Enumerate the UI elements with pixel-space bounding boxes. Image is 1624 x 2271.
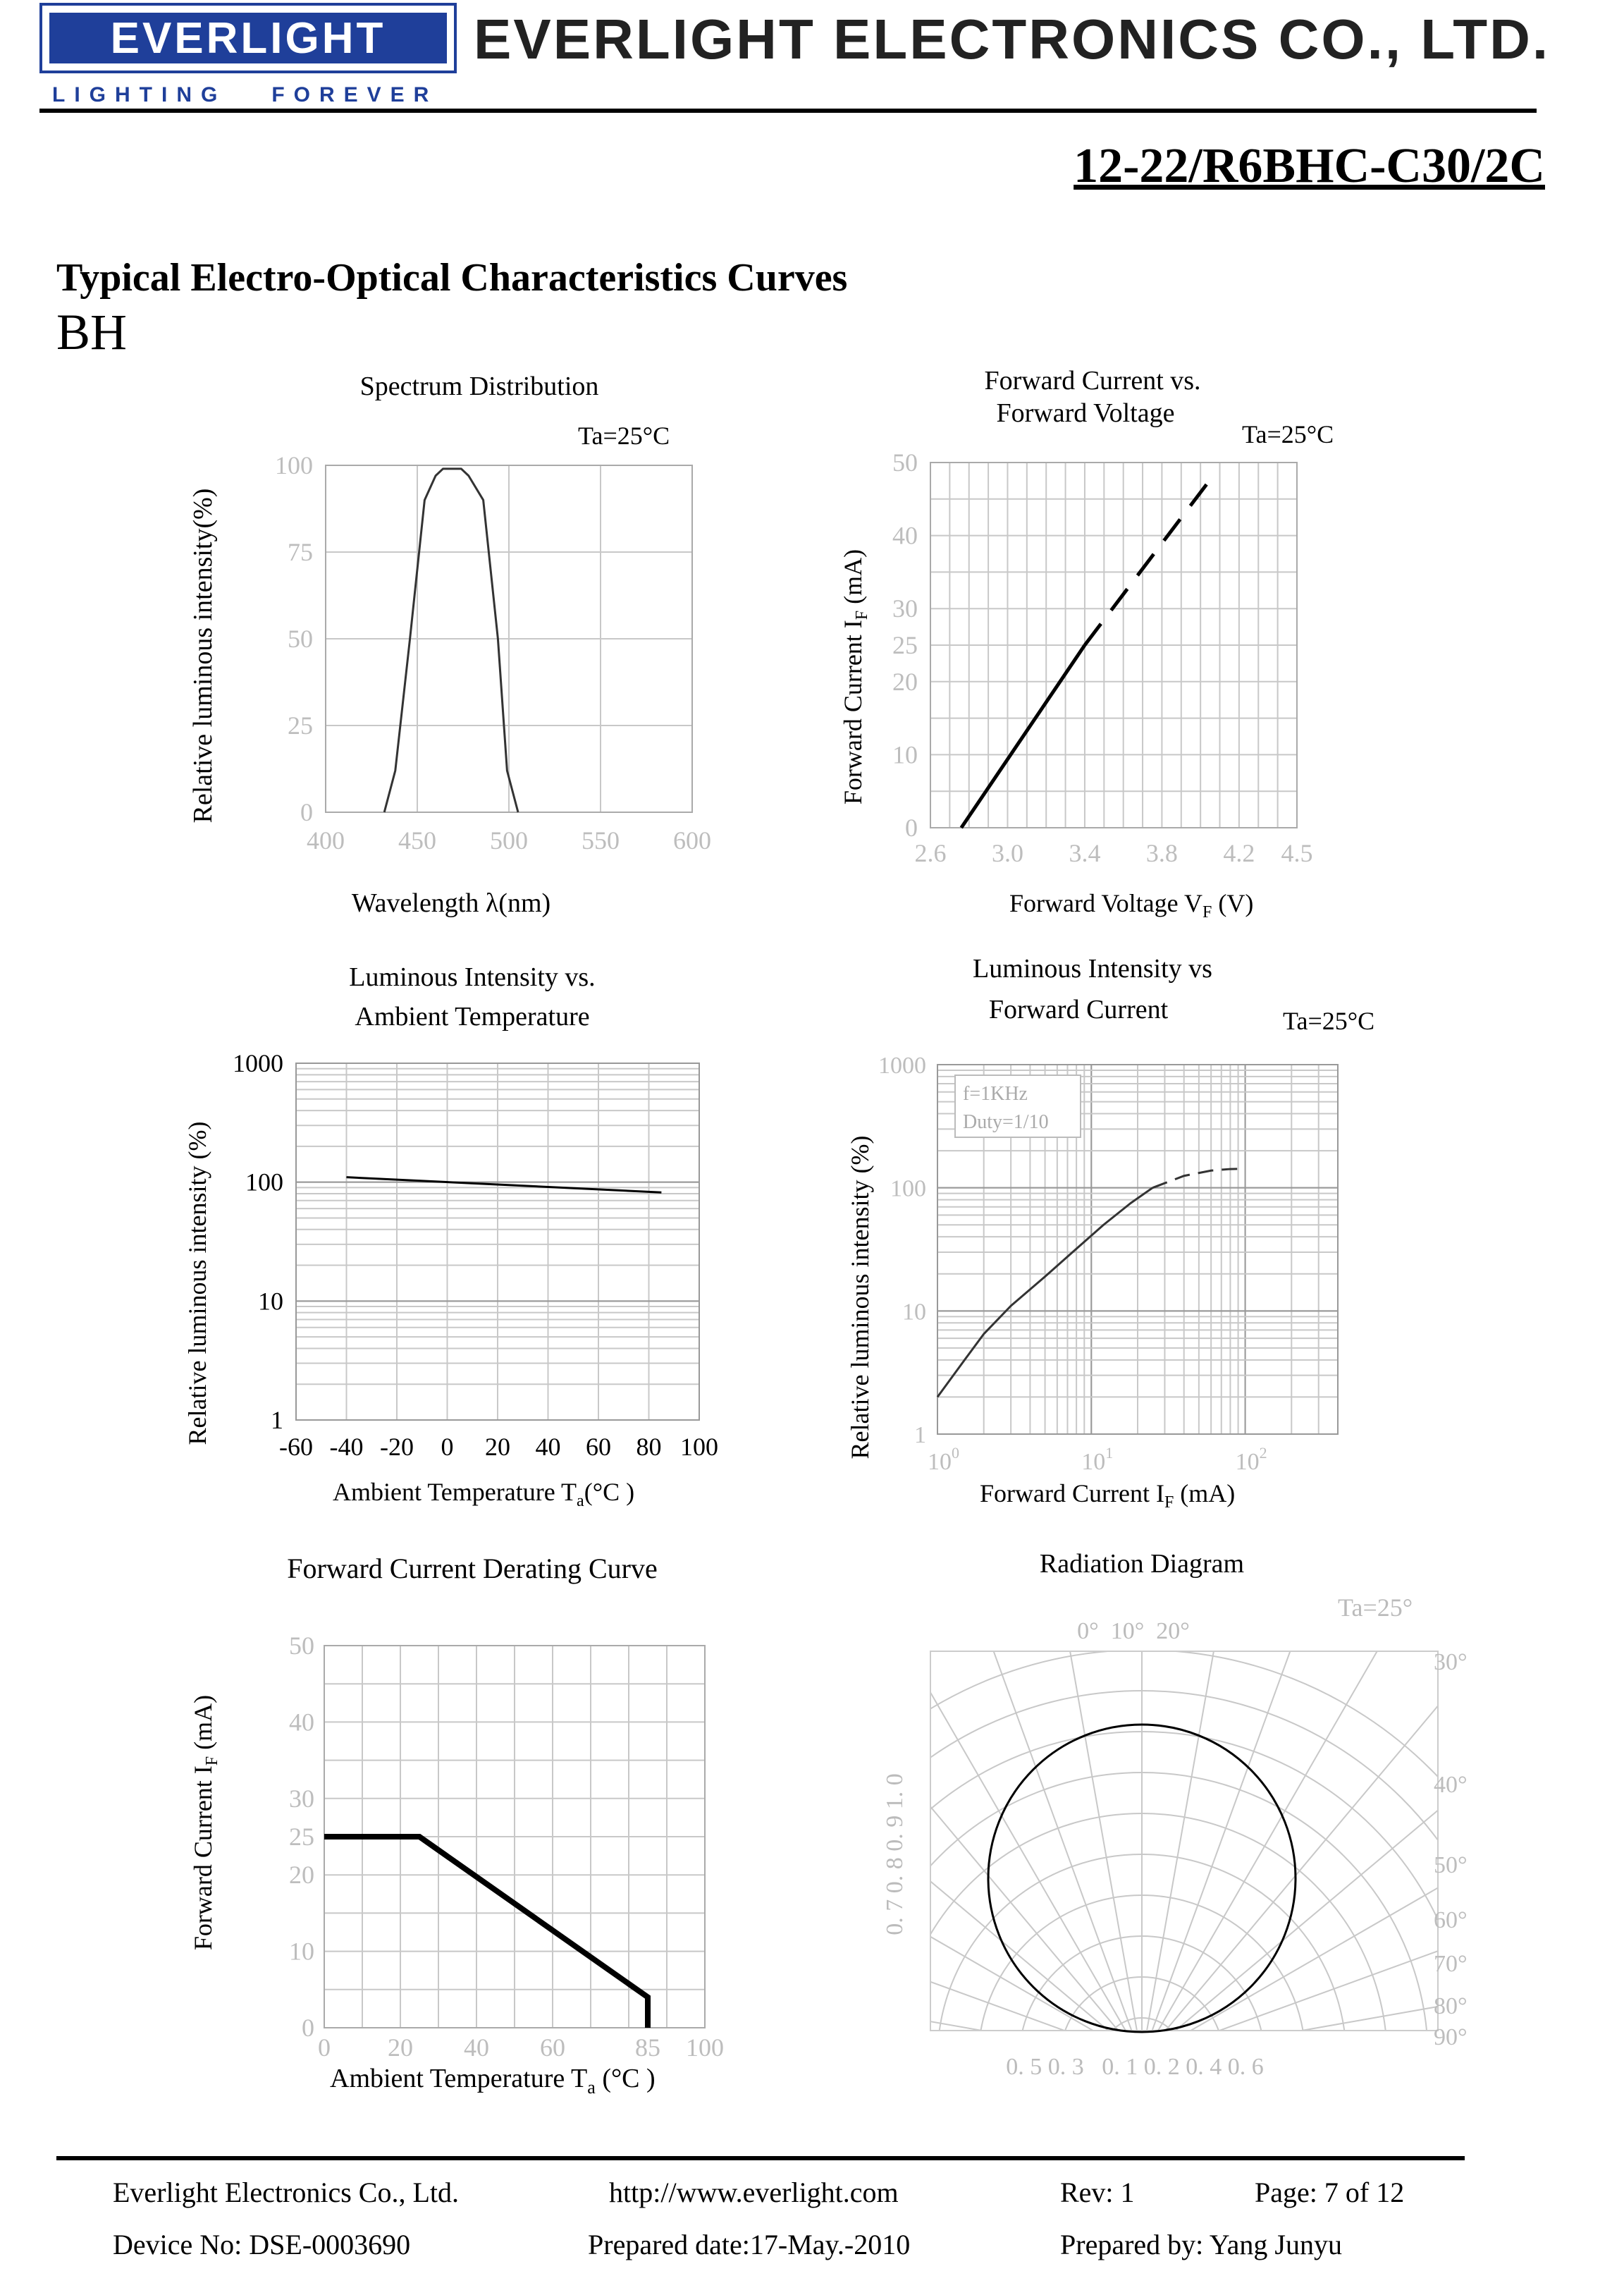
top-angle-labels: 0° 10° 20° [1077,1618,1190,1644]
x-tick-label: 80 [636,1433,662,1461]
footer-company: Everlight Electronics Co., Ltd. [113,2177,459,2208]
y-tick-label: 25 [289,1823,314,1851]
x-tick-label [1081,1444,1113,1475]
x-tick-label: 2.6 [914,839,947,867]
angle-label: 50° [1434,1852,1468,1878]
plot-grid [296,1063,699,1420]
x-axis-label-sub: F [1164,1493,1174,1512]
x-axis-label-sub: a [577,1492,584,1510]
x-axis-label-sub: F [1202,903,1212,922]
tick-labels [892,448,1313,867]
chart-condition: Ta=25°C [1283,1007,1375,1035]
bottom-scale-labels: 0. 5 0. 3 0. 1 0. 2 0. 4 0. 6 [1006,2054,1264,2080]
chart-condition: Ta=25°C [578,422,670,450]
section-title: Typical Electro-Optical Characteristics Curves [56,256,848,300]
spectrum-curve [384,469,518,812]
derating-chart [176,1544,811,2108]
x-tick-label [1236,1444,1267,1475]
angle-label: 40° [1434,1772,1468,1798]
y-axis-label: Relative luminous intensity (%) [183,1121,211,1445]
angle-ray [1050,1535,1142,2059]
chart-title-line2: Ambient Temperature [355,1002,590,1032]
x-axis-label [1009,889,1253,922]
chart-condition: Ta=25°C [1242,420,1334,448]
tick-exponent: 1 [1105,1444,1114,1462]
y-tick-label: 75 [288,538,313,566]
y-tick-label: 30 [289,1784,314,1813]
y-tick-label: 1 [914,1422,926,1448]
tick-base: 10 [928,1449,952,1475]
x-tick-label: -20 [380,1433,414,1461]
y-tick-label: 20 [892,667,918,696]
x-axis-label-sub: a [587,2077,596,2098]
x-axis-label-unit: (°C ) [595,2064,656,2093]
derating-curve [324,1837,648,2028]
y-axis-label-sub: F [203,1756,221,1766]
x-tick-label: -60 [279,1433,313,1461]
x-tick-label: -40 [329,1433,364,1461]
angle-ray [1142,1598,1408,2059]
series-layer [324,1837,648,2028]
y-axis-label-main: Forward Current I [839,620,867,805]
x-axis-label [330,2064,656,2098]
spectrum-chart [176,367,811,931]
y-axis-label-main: Forward Current I [189,1765,217,1951]
y-tick-label: 50 [892,448,918,477]
angle-ray [800,1651,1142,2059]
x-axis-label [333,1478,634,1510]
everlight-logo [39,3,457,73]
y-tick-label: 10 [892,740,918,769]
x-axis-label-main: Forward Voltage V [1009,889,1202,917]
chart-title-line2: Forward Voltage [996,398,1175,428]
chart-title-line1: Luminous Intensity vs. [349,962,596,992]
subsection-label: BH [56,304,128,360]
iv-if-chart [832,952,1410,1516]
x-tick-label: 450 [398,826,436,855]
x-axis-label: Wavelength λ(nm) [351,888,551,918]
y-tick-label: 50 [289,1632,314,1660]
y-tick-label: 25 [892,631,918,659]
tick-labels [289,1632,724,2062]
x-tick-label: 400 [307,826,345,855]
x-tick-label: 40 [535,1433,561,1461]
y-tick-label: 10 [258,1287,283,1316]
footer-device-number: Device No: DSE-0003690 [113,2229,411,2260]
x-axis-label-unit: (°C ) [584,1478,635,1506]
angle-ray [876,1598,1142,2059]
footer-url[interactable]: http://www.everlight.com [609,2177,899,2208]
angle-label: 90° [1434,2024,1468,2050]
y-tick-label: 100 [275,451,313,479]
series-layer [961,477,1212,828]
y-tick-label: 1000 [878,1053,926,1079]
y-axis-label-sub: F [853,610,871,620]
chart-title-line1: Forward Current vs. [984,366,1201,396]
x-tick-label: 100 [686,2033,724,2062]
x-tick-label: 60 [540,2033,565,2062]
header-divider [39,109,1537,113]
x-tick-label [928,1444,959,1475]
angle-label: 80° [1434,1993,1468,2019]
y-tick-label: 1 [271,1406,283,1434]
x-tick-label: 3.0 [991,839,1023,867]
y-axis-label: Relative luminous intensity(%) [188,488,218,824]
y-tick-label: 10 [289,1937,314,1966]
x-tick-label: 600 [673,826,711,855]
footer-divider [56,2156,1465,2160]
footer-prepared-by: Prepared by: Yang Junyu [1060,2229,1342,2260]
tick-exponent: 0 [952,1444,959,1462]
y-tick-label: 1000 [233,1049,283,1077]
y-tick-label: 50 [288,625,313,653]
y-tick-label: 10 [902,1299,926,1326]
angle-ray [1142,1717,1549,2059]
note-frequency: f=1KHz [963,1083,1028,1105]
y-tick-label: 30 [892,594,918,623]
y-tick-label: 20 [289,1861,314,1890]
left-scale-labels: 0. 7 0. 8 0. 9 1. 0 [882,1773,908,1935]
iv-curve-solid [961,645,1085,828]
x-tick-label: 85 [635,2033,660,2062]
y-tick-label: 100 [890,1175,926,1202]
x-axis-label-unit: (V) [1212,889,1254,917]
radiation-frame [930,1651,1438,2031]
x-tick-label: 20 [485,1433,510,1461]
y-tick-label: 25 [288,711,313,740]
y-tick-label: 40 [289,1708,314,1737]
x-tick-label: 0 [441,1433,454,1461]
angle-label: 30° [1434,1649,1468,1675]
x-axis-label-unit: (mA) [1174,1479,1236,1507]
y-tick-label: 0 [905,814,918,842]
x-tick-label: 500 [490,826,528,855]
chart-title: Radiation Diagram [1039,1549,1245,1579]
x-tick-label: 3.4 [1069,839,1101,867]
x-tick-label: 550 [582,826,620,855]
x-tick-label: 3.8 [1145,839,1178,867]
angle-ray [1142,1651,1484,2059]
tick-base: 10 [1081,1449,1106,1475]
y-axis-label [839,549,871,804]
test-condition-note [955,1075,1081,1137]
tick-labels [275,451,711,855]
y-axis-label [189,1695,221,1950]
footer-revision: Rev: 1 [1060,2177,1135,2208]
chart-title: Spectrum Distribution [359,372,599,401]
company-name: EVERLIGHT ELECTRONICS CO., LTD. [474,8,1551,71]
chart-title-line2: Forward Current [988,995,1169,1024]
footer-prepared-date: Prepared date:17-May.-2010 [588,2229,911,2260]
footer-page-number: Page: 7 of 12 [1255,2177,1405,2208]
iv-ta-curve [347,1177,662,1193]
series-layer [384,469,518,812]
y-axis-label-unit: (mA) [189,1694,217,1756]
x-tick-label: 20 [388,2033,413,2062]
y-tick-label: 0 [300,798,313,826]
x-tick-label: 60 [586,1433,611,1461]
angle-ray [1142,1793,1602,2059]
y-tick-label: 40 [892,521,918,550]
x-tick-label: 100 [680,1433,718,1461]
x-axis-label-main: Ambient Temperature T [330,2064,588,2093]
x-axis-label [980,1479,1235,1512]
iv-ta-chart [176,952,811,1516]
series-layer [347,1177,662,1193]
chart-condition: Ta=25° [1338,1593,1413,1622]
x-axis-label-main: Ambient Temperature T [333,1478,577,1506]
tick-exponent: 2 [1259,1444,1267,1462]
angle-label: 60° [1434,1907,1468,1933]
y-axis-label: Relative luminous intensity (%) [846,1135,874,1459]
logo-text: EVERLIGHT [49,13,447,63]
x-tick-label: 40 [464,2033,489,2062]
x-axis-label-main: Forward Current I [980,1479,1164,1507]
logo-tagline: LIGHTING FOREVER [52,83,438,106]
part-number: 12-22/R6BHC-C30/2C [1074,139,1545,193]
tick-base: 10 [1235,1449,1260,1475]
y-tick-label: 0 [302,2014,314,2042]
chart-title: Forward Current Derating Curve [287,1553,658,1584]
angle-label: 70° [1434,1951,1468,1977]
angle-ray [1142,1535,1234,2059]
plot-grid [930,463,1297,828]
angle-labels [1434,1649,1468,2050]
note-duty: Duty=1/10 [963,1111,1049,1133]
x-tick-label: 0 [318,2033,331,2062]
x-tick-label: 4.2 [1223,839,1255,867]
y-axis-label-unit: (mA) [839,549,867,611]
plot-grid [326,465,692,812]
radiation-diagram [832,1544,1466,2101]
x-tick-label: 4.5 [1281,839,1313,867]
if-vf-chart [832,367,1396,931]
chart-title-line1: Luminous Intensity vs [973,954,1212,984]
y-tick-label: 100 [245,1168,283,1196]
